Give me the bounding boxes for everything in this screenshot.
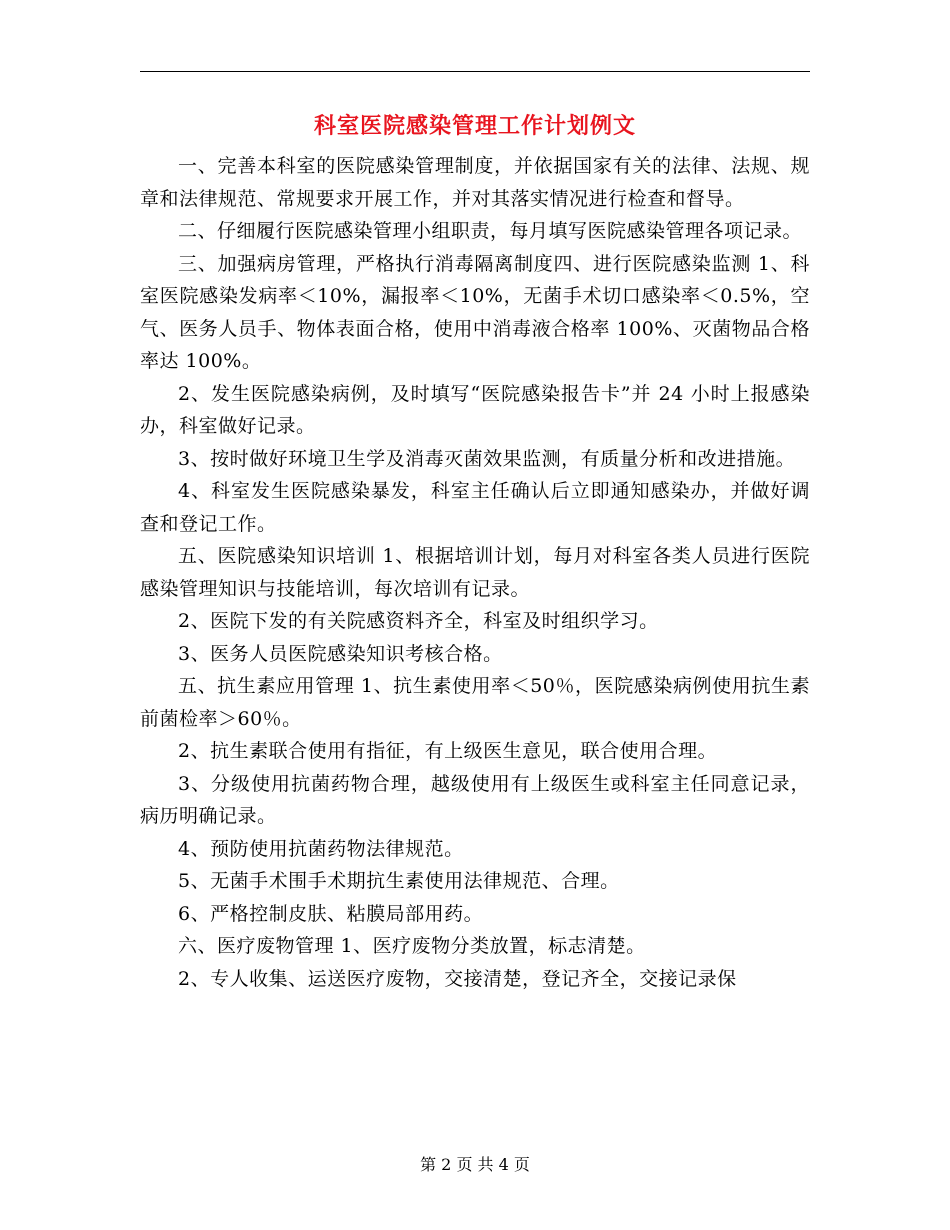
paragraph: 一、完善本科室的医院感染管理制度，并依据国家有关的法律、法规、规章和法律规范、常规要求开展工作，并对其落实情况进行检查和督导。: [140, 155, 810, 210]
paragraph: 4、预防使用抗菌药物法律规范。: [178, 837, 464, 860]
paragraph: 2、专人收集、运送医疗废物，交接清楚，登记齐全，交接记录保: [178, 967, 737, 990]
page-number: 第 2 页 共 4 页: [420, 1155, 530, 1174]
paragraph: 6、严格控制皮肤、粘膜局部用药。: [178, 902, 484, 925]
paragraph: 五、抗生素应用管理 1、抗生素使用率＜50％，医院感染病例使用抗生素前菌检率＞60％。: [140, 675, 810, 730]
paragraph: 2、抗生素联合使用有指征，有上级医生意见，联合使用合理。: [178, 740, 718, 762]
paragraph: 五、医院感染知识培训 1、根据培训计划，每月对科室各类人员进行医院感染管理知识与技能培训，每次培训有记录。: [140, 545, 810, 600]
paragraph: 六、医疗废物管理 1、医疗废物分类放置，标志清楚。: [178, 935, 646, 957]
page-footer: [0, 1153, 950, 1177]
paragraph: 三、加强病房管理，严格执行消毒隔离制度四、进行医院感染监测 1、科室医院感染发病率＜10%，漏报率＜10%，无菌手术切口感染率＜0.5%，空气、医务人员手、物体表面合格，使用中消毒液合格率 100%、灭菌物品合格率达 100%。: [140, 252, 810, 372]
header-rule: [140, 71, 810, 72]
paragraph: 3、医务人员医院感染知识考核合格。: [178, 642, 503, 665]
paragraph: 3、按时做好环境卫生学及消毒灭菌效果监测，有质量分析和改进措施。: [178, 447, 796, 470]
paragraph: 5、无菌手术围手术期抗生素使用法律规范、合理。: [178, 870, 620, 892]
paragraph: 二、仔细履行医院感染管理小组职责，每月填写医院感染管理各项记录。: [178, 220, 803, 242]
document-body: [140, 150, 810, 995]
document-title: 科室医院感染管理工作计划例文: [313, 113, 636, 139]
paragraph: 2、医院下发的有关院感资料齐全，科室及时组织学习。: [178, 610, 659, 632]
paragraph: 2、发生医院感染病例，及时填写“医院感染报告卡”并 24 小时上报感染办，科室做好记录。: [140, 382, 810, 437]
paragraph: 4、科室发生医院感染暴发，科室主任确认后立即通知感染办，并做好调查和登记工作。: [140, 480, 810, 535]
paragraph: 3、分级使用抗菌药物合理，越级使用有上级医生或科室主任同意记录，病历明确记录。: [140, 772, 810, 827]
